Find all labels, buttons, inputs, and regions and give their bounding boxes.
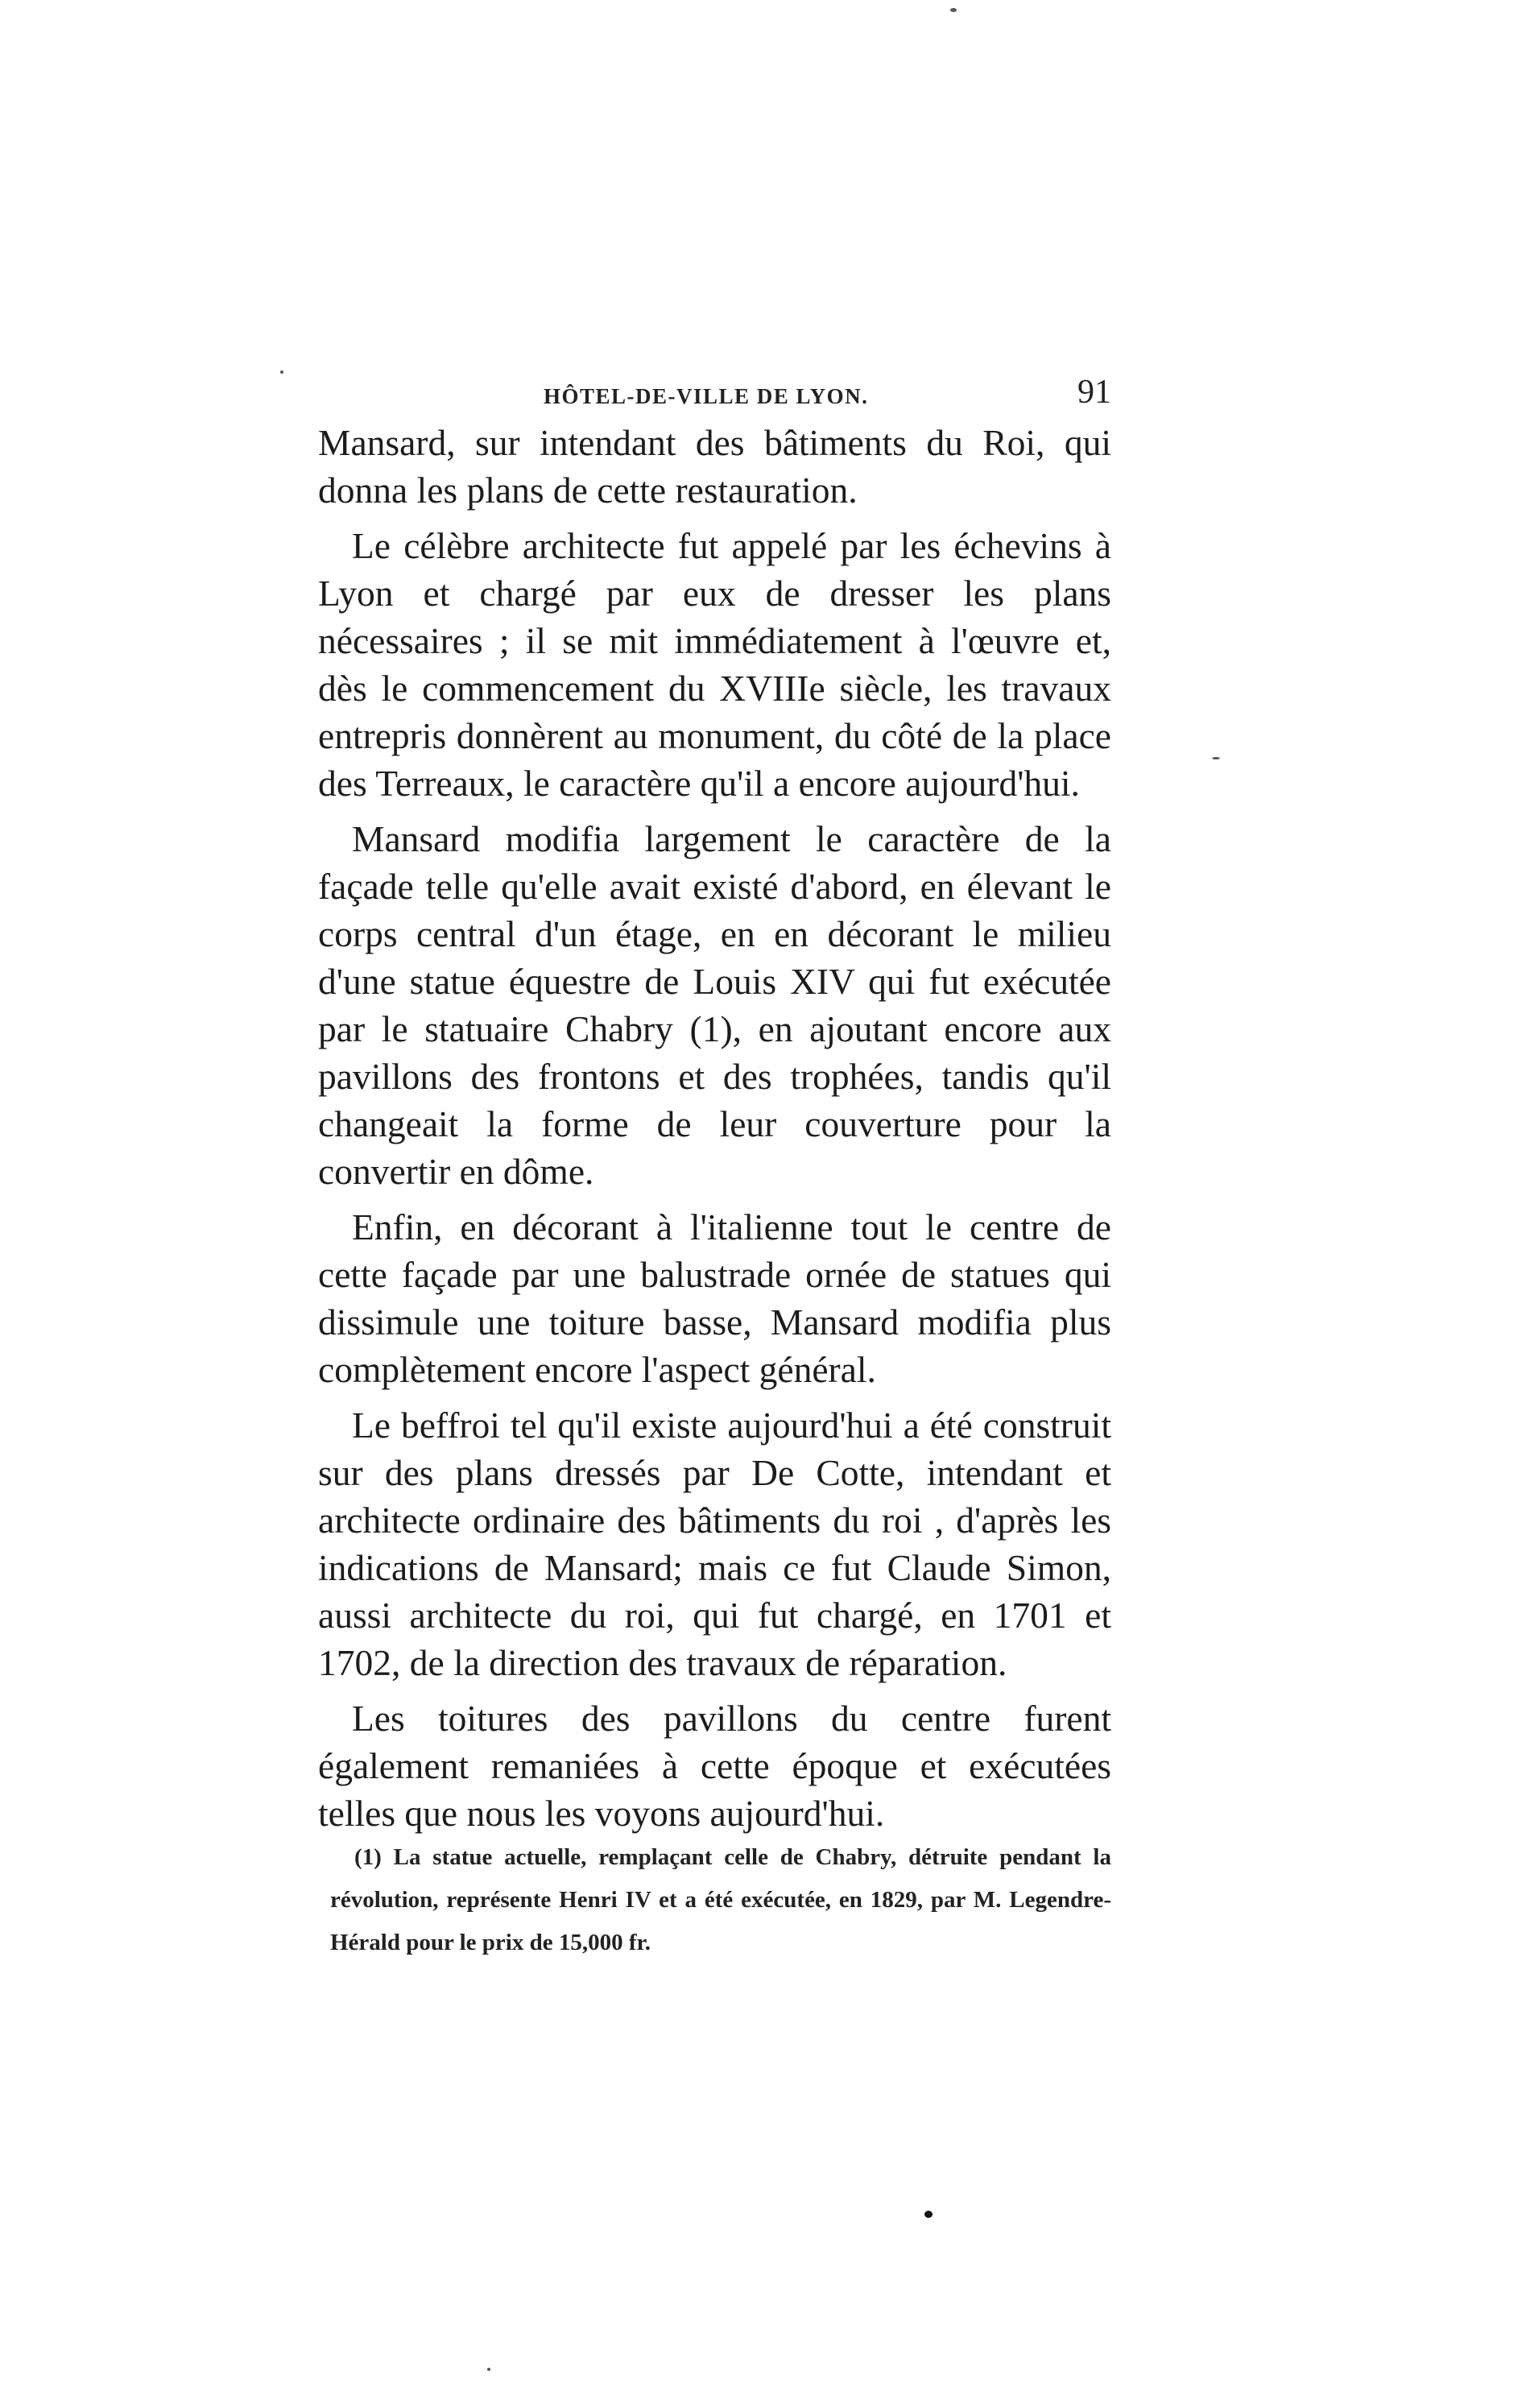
paragraph: Enfin, en décorant à l'italienne tout le centre de cette façade par une balustrade ornée de statues qui dissimule une toiture basse, Mansard modifia plus complètement encore l'aspect général. (318, 1206, 1111, 1390)
body-text (318, 419, 1111, 1845)
scan-speck (950, 8, 957, 12)
paragraph: Mansard, sur intendant des bâtiments du Roi, qui donna les plans de cette restauration. (318, 422, 1111, 511)
scan-speck (280, 370, 283, 374)
paragraph: Les toitures des pavillons du centre furent également remaniées à cette époque et exécutées telles que nous les voyons aujourd'hui. (318, 1698, 1111, 1834)
paragraph: Mansard modifia largement le caractère de la façade telle qu'elle avait existé d'abord, en élevant le corps central d'un étage, en en décorant le milieu d'une statue équestre de Louis XIV qui fut exécutée par le statuaire Chabry (1), en ajoutant encore aux pavillons des frontons et des trophées, tandis qu'il changeait la forme de leur couverture pour la convertir en dôme. (318, 818, 1111, 1192)
scan-speck (487, 2368, 490, 2371)
paragraph: Le célèbre architecte fut appelé par les échevins à Lyon et chargé par eux de dresser les plans nécessaires ; il se mit immédiatement à l'œuvre et, dès le commencement du XVIIIe siècle, les travaux entrepris donnèrent au monument, du côté de la place des Terreaux, le caractère qu'il a encore aujourd'hui. (318, 525, 1111, 804)
page-number: 91 (1077, 374, 1111, 411)
page-header (318, 366, 1111, 423)
paragraph: Le beffroi tel qu'il existe aujourd'hui a été construit sur des plans dressés par De Cotte, intendant et architecte ordinaire des bâtiments du roi , d'après les indications de Mansard; mais ce fut Claude Simon, aussi architecte du roi, qui fut chargé, en 1701 et 1702, de la direction des travaux de réparation. (318, 1405, 1111, 1683)
footnote: (1) La statue actuelle, remplaçant celle de Chabry, détruite pendant la révolution, représente Henri IV et a été exécutée, en 1829, par M. Legendre-Hérald pour le prix de 15,000 fr. (330, 1844, 1111, 1955)
scan-speck (924, 2211, 933, 2218)
running-title: HÔTEL-DE-VILLE DE LYON. (544, 384, 869, 408)
scan-speck (1212, 757, 1220, 759)
